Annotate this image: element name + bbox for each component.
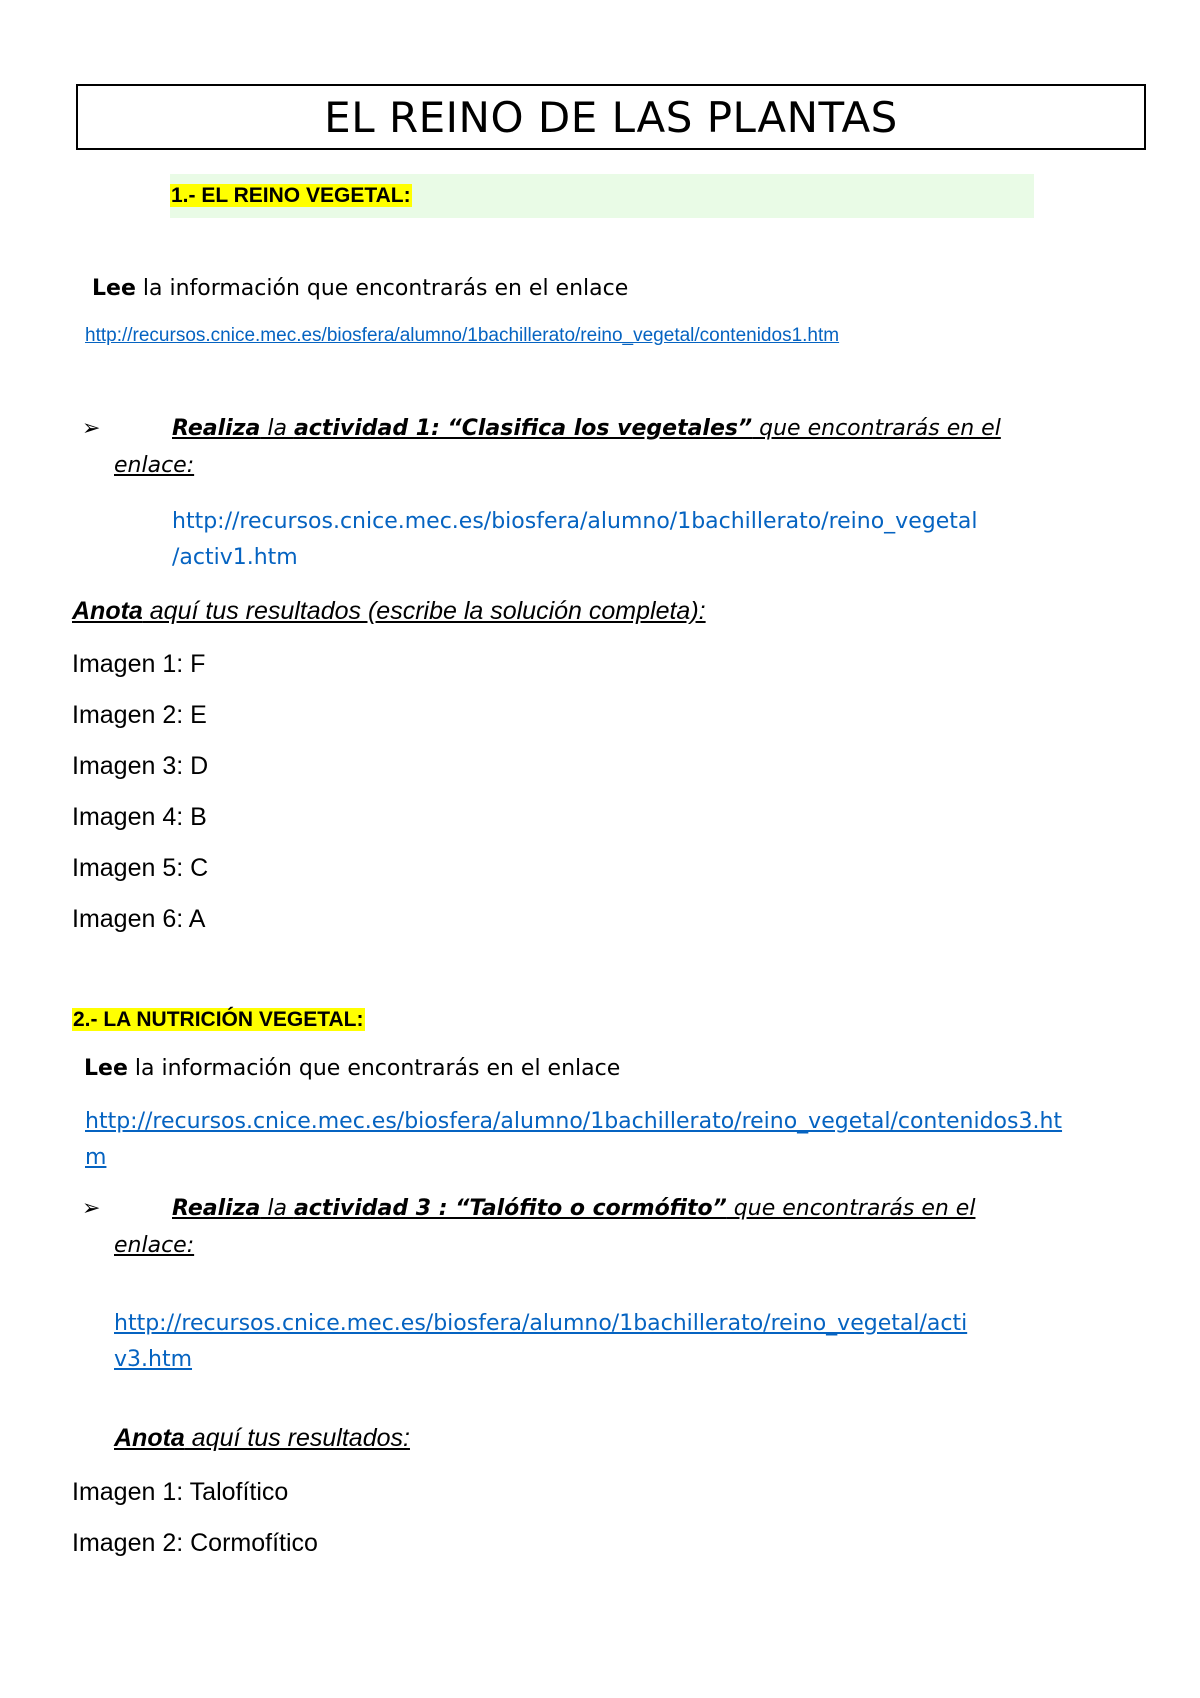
bullet-arrow-icon: ➢ — [82, 416, 101, 441]
answer-line: Imagen 5: C — [72, 854, 209, 882]
anota-bold: Anota — [72, 597, 143, 625]
section-2-read-instruction — [84, 1056, 620, 1081]
task-text-2: que encontrarás en el — [752, 416, 1001, 441]
section-1-link[interactable]: http://recursos.cnice.mec.es/biosfera/alumno/1bachillerato/reino_vegetal/contenidos1.htm — [85, 325, 840, 346]
section-2-link[interactable] — [85, 1104, 1062, 1176]
anota-rest: aquí tus resultados (escribe la solución completa): — [142, 597, 706, 625]
link-line2[interactable]: m — [85, 1145, 107, 1170]
read-bold: Lee — [92, 276, 136, 301]
answer-line: Imagen 1: Talofítico — [72, 1478, 289, 1506]
page-title: EL REINO DE LAS PLANTAS — [324, 92, 898, 142]
section-1-anota — [72, 597, 706, 626]
activity-link-line1[interactable]: http://recursos.cnice.mec.es/biosfera/alumno/1bachillerato/reino_vegetal/acti — [114, 1311, 968, 1336]
task-text-2: que encontrarás en el — [726, 1196, 976, 1221]
answer-line: Imagen 2: Cormofítico — [72, 1529, 318, 1557]
activity-link-line2[interactable]: /activ1.htm — [172, 545, 298, 570]
answer-line: Imagen 1: F — [72, 650, 206, 678]
section-2-task-line2: enlace: — [114, 1233, 195, 1258]
bullet-arrow-icon: ➢ — [82, 1196, 101, 1221]
answer-line: Imagen 6: A — [72, 905, 206, 933]
anota-rest: aquí tus resultados: — [184, 1424, 410, 1452]
section-2-activity-link[interactable] — [114, 1306, 967, 1378]
section-1-heading-text: 1.- EL REINO VEGETAL: — [171, 184, 411, 207]
activity-link-line1[interactable]: http://recursos.cnice.mec.es/biosfera/alumno/1bachillerato/reino_vegetal — [172, 509, 978, 534]
read-rest: la información que encontrarás en el enlace — [135, 276, 629, 301]
section-1-heading — [170, 184, 412, 208]
section-2-anota — [114, 1424, 410, 1453]
task-realiza: Realiza — [172, 1196, 261, 1221]
task-text: la — [260, 416, 294, 441]
read-bold: Lee — [84, 1056, 128, 1081]
answer-line: Imagen 4: B — [72, 803, 207, 831]
anota-bold: Anota — [114, 1424, 185, 1452]
task-activity: actividad 1: “Clasifica los vegetales” — [293, 416, 753, 441]
section-2-heading — [72, 1008, 365, 1032]
section-2-task-line1 — [172, 1196, 975, 1221]
task-text: la — [260, 1196, 294, 1221]
section-1-task-line2: enlace: — [114, 453, 195, 478]
activity-link-line2[interactable]: v3.htm — [114, 1347, 193, 1372]
task-realiza: Realiza — [172, 416, 261, 441]
title-box — [76, 84, 1146, 150]
answer-line: Imagen 3: D — [72, 752, 209, 780]
read-rest: la información que encontrarás en el enlace — [127, 1056, 621, 1081]
link-line1[interactable]: http://recursos.cnice.mec.es/biosfera/alumno/1bachillerato/reino_vegetal/contenidos3.ht — [85, 1109, 1063, 1134]
section-1-activity-link[interactable] — [172, 504, 977, 576]
answer-line: Imagen 2: E — [72, 701, 207, 729]
section-1-read-instruction — [92, 276, 628, 301]
task-activity: actividad 3 : “Talófito o cormófito” — [293, 1196, 727, 1221]
section-2-heading-text: 2.- LA NUTRICIÓN VEGETAL: — [73, 1008, 364, 1031]
section-1-task-line1 — [172, 416, 1001, 441]
